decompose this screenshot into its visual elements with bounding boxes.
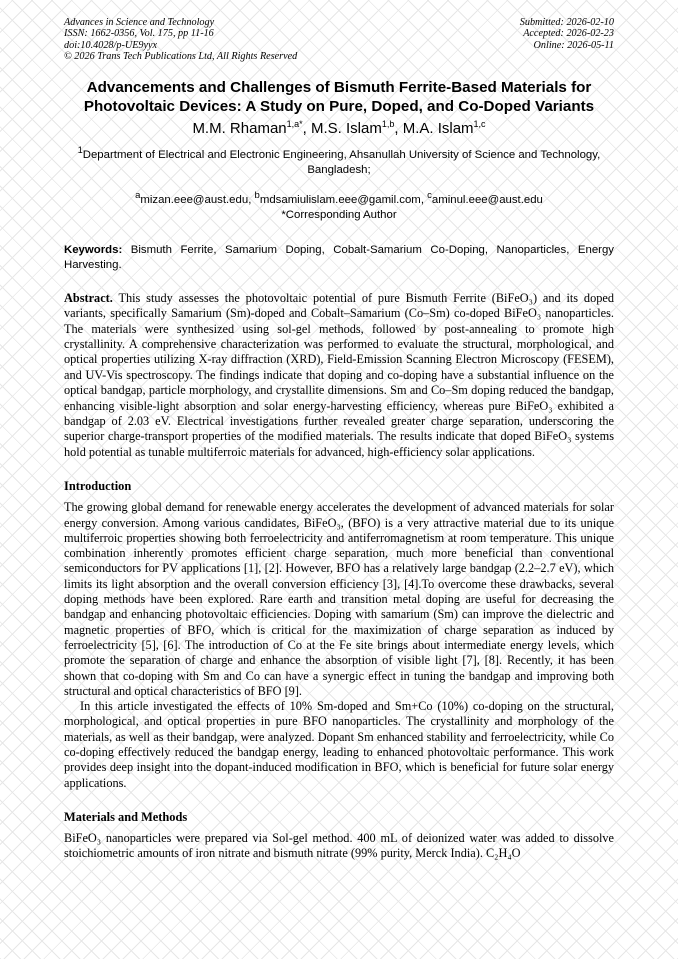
affiliation-text: Department of Electrical and Electronic Engineering, Ahsanullah University of Science and Technology, Bangladesh;: [82, 148, 601, 177]
introduction-paragraph-2: In this article investigated the effects of 10% Sm-doped and Sm+Co (10%) co-doping on the structural, morphological, and optical properties in pure BFO nanoparticles. The crystallinity and morphology of the materials, as well as their bandgap, were analyzed. Dopant Sm enhanced stability and ferroelectricity, while Co co-doping effectively reduced the bandgap energy, leading to enhanced photovoltaic performance. This work provides deep insight into the dopant-induced modification in BFO, which is beneficial for future solar energy applications.: [64, 699, 614, 790]
methods-paragraph-1: BiFeO₃ nanoparticles were prepared via Sol-gel method. 400 mL of deionized water was added to dissolve stoichiometric amounts of iron nitrate and bismuth nitrate (99% purity, Merck India). C₂H₄O: [64, 830, 614, 861]
author-list: M.M. Rhaman$^{1,a*}$, M.S. Islam$^{1,b}$, M.A. Islam$^{1,c}$: [192, 119, 486, 138]
journal-info: [64, 17, 297, 62]
abstract-label: Abstract.: [64, 290, 113, 305]
email-sup: c: [427, 189, 432, 201]
corresponding-note: *Corresponding Author: [281, 209, 397, 222]
online-date: Online: 2026-05-11: [533, 39, 614, 51]
email-sup: b: [254, 189, 260, 201]
introduction-paragraph-1: The growing global demand for renewable energy accelerates the development of advanced materials for solar energy conversion. Among various candidates, BiFeO₃, (BFO) is a very attractive material due to its unique multiferroic properties showing both ferroelectricity and antiferromagnetism at room temperature. This unique combination inherently promotes efficient charge separation, much more beneficial than conventional semiconductors for PV applications [1], [2]. However, BFO has a relatively large bandgap (2.2–2.7 eV), which limits its light absorption and the overall conversion efficiency [3], [4].To overcome these drawbacks, several doping methods have been explored. Rare earth and transition metal doping are useful for decreasing the bandgap and enhancing photovoltaic efficiencies. Doping with samarium (Sm) can improve the dielectric and magnetic properties of BFO, which is critical for the maximization of charge separation as induced by ferroelectricity [5], [6]. The introduction of Co at the Fe site brings about intermediate energy levels, which promote the separation of charge and enhance the absorption of visible light [7], [8]. Recently, it has been shown that co-doping with Sm and Co can have a synergic effect in tuning the bandgap and improving both structural and optical characteristics of BFO [9].: [64, 500, 614, 698]
author-name: M.S. Islam: [311, 120, 382, 138]
email-sup: a: [135, 189, 141, 201]
email-link[interactable]: aminul.eee@aust.edu: [431, 193, 543, 206]
affiliation: [64, 143, 614, 179]
introduction-heading: Introduction: [64, 479, 132, 494]
journal-name: Advances in Science and Technology: [64, 17, 215, 28]
abstract-text: This study assesses the photovoltaic potential of pure Bismuth Ferrite (BiFeO₃) and its doped variants, specifically Samarium (Sm)-doped and Cobalt–Samarium (Co–Sm) co-doped BiFeO₃ nanoparticles. The materials were synthesized using sol-gel methods, followed by post-annealing to promote high crystallinity. A comprehensive characterization was performed to evaluate the structural, morphological, and optical properties utilizing X-ray diffraction (XRD), Field-Emission Scanning Electron Microscopy (FESEM), and UV-Vis spectroscopy. The findings indicate that doping and co-doping have a substantial influence on the optical bandgap, particle morphology, and crystallite dimensions. Sm and Co–Sm doping reduced the bandgap, enhancing visible-light absorption and solar energy-harvesting efficiency, whereas pure BiFeO₃ exhibited a bandgap of 2.03 eV. Electrical investigations further revealed greater charge separation, underscoring the superior charge-transport properties of the modified materials. The results indicate that doped BiFeO₃ systems hold potential as tunable multiferroic materials for advanced, high-efficiency solar applications.: [64, 290, 614, 459]
author-sup: 1,a*: [286, 119, 303, 130]
author-name: M.A. Islam: [402, 120, 474, 138]
author-sup: 1,c: [473, 119, 486, 130]
journal-header: [64, 17, 614, 62]
paper-title: Advancements and Challenges of Bismuth Ferrite-Based Materials for Photovoltaic Devices: A Study on Pure, Doped, and Co-Doped Variants: [83, 79, 595, 116]
accepted-date: Accepted: 2026-02-23: [523, 28, 614, 40]
journal-copyright: © 2026 Trans Tech Publications Ltd, All Rights Reserved: [64, 50, 298, 62]
keywords-label: Keywords:: [64, 243, 123, 256]
keywords: [64, 243, 614, 274]
email-link[interactable]: mizan.eee@aust.edu: [140, 193, 249, 206]
submission-dates: [520, 17, 614, 62]
methods-heading: Materials and Methods: [64, 809, 188, 824]
affiliation-sup: 1: [77, 145, 83, 156]
author-name: M.M. Rhaman: [192, 120, 287, 138]
submitted-date: Submitted: 2026-02-10: [519, 17, 614, 28]
author-sup: 1,b: [381, 119, 395, 130]
author-emails: [64, 188, 614, 224]
journal-issn: ISSN: 1662-0356, Vol. 175, pp 11-16: [64, 28, 214, 40]
abstract: [64, 291, 614, 460]
email-line: $^a$mizan.eee@aust.edu, $^b$mdsamiulislam.eee@gamil.com, $^c$aminul.eee@aust.edu: [135, 189, 543, 206]
journal-doi: doi:10.4028/p-UE9yyx: [64, 39, 158, 51]
keywords-text: Bismuth Ferrite, Samarium Doping, Cobalt-Samarium Co-Doping, Nanoparticles, Energy Harvesting.: [64, 243, 614, 272]
email-link[interactable]: mdsamiulislam.eee@gamil.com: [259, 193, 421, 206]
